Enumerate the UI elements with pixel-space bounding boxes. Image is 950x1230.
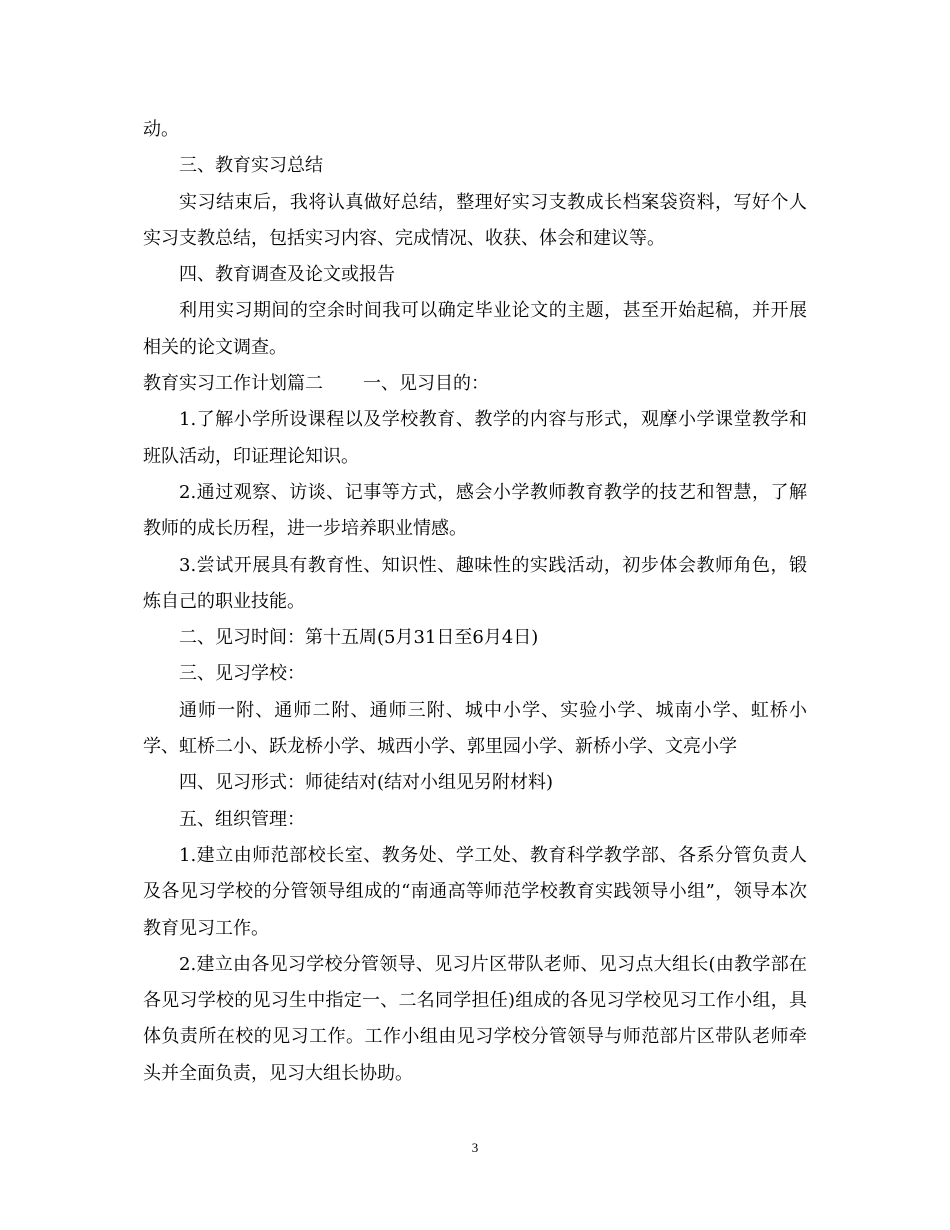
heading-observation-time: 二、见习时间：第十五周(5月31日至6月4日)	[179, 627, 539, 649]
paragraph-school-list: 通师一附、通师二附、通师三附、城中小学、实验小学、城南小学、虹桥小学、虹桥二小、跃龙桥小学、城西小学、郭里园小学、新桥小学、文亮小学	[143, 699, 807, 758]
purpose-item-2: 2.通过观察、访谈、记事等方式，感会小学教师教育教学的技艺和智慧，了解教师的成长历程，进一步培养职业情感。	[143, 481, 807, 540]
paragraph-summary: 实习结束后，我将认真做好总结，整理好实习支教成长档案袋资料，写好个人实习支教总结，包括实习内容、完成情况、收获、体会和建议等。	[143, 191, 807, 249]
heading-survey-thesis: 四、教育调查及论文或报告	[179, 264, 395, 286]
plan-two-title: 教育实习工作计划篇二	[143, 373, 323, 395]
page-number: 3	[471, 1140, 479, 1155]
section-title-plan-two	[143, 366, 807, 402]
organization-item-1: 1.建立由师范部校长室、教务处、学工处、教育科学教学部、各系分管负责人及各见习学校的分管领导组成的“南通高等师范学校教育实践领导小组”，领导本次教育见习工作。	[143, 844, 807, 939]
heading-observation-form: 四、见习形式：师徒结对(结对小组见另附材料)	[179, 772, 554, 794]
paragraph-continuation: 动。	[143, 119, 179, 140]
heading-observation-purpose: 一、见习目的：	[363, 373, 489, 395]
paragraph-thesis: 利用实习期间的空余时间我可以确定毕业论文的主题，甚至开始起稿，并开展相关的论文调查。	[143, 300, 807, 358]
purpose-item-1: 1.了解小学所设课程以及学校教育、教学的内容与形式，观摩小学课堂教学和班队活动，印证理论知识。	[143, 409, 807, 467]
heading-internship-summary: 三、教育实习总结	[179, 155, 323, 177]
organization-item-2: 2.建立由各见习学校分管领导、见习片区带队老师、见习点大组长(由教学部在各见习学校的见习生中指定一、二名同学担任)组成的各见习学校见习工作小组，具体负责所在校的见习工作。工作小组由见习学校分管领导与师范部片区带队老师牵头并全面负责，见习大组长协助。	[143, 953, 807, 1084]
heading-organization: 五、组织管理：	[179, 808, 305, 830]
heading-observation-schools: 三、见习学校：	[179, 663, 305, 685]
purpose-item-3: 3.尝试开展具有教育性、知识性、趣味性的实践活动，初步体会教师角色，锻炼自己的职业技能。	[143, 554, 807, 612]
document-body	[143, 112, 807, 1092]
